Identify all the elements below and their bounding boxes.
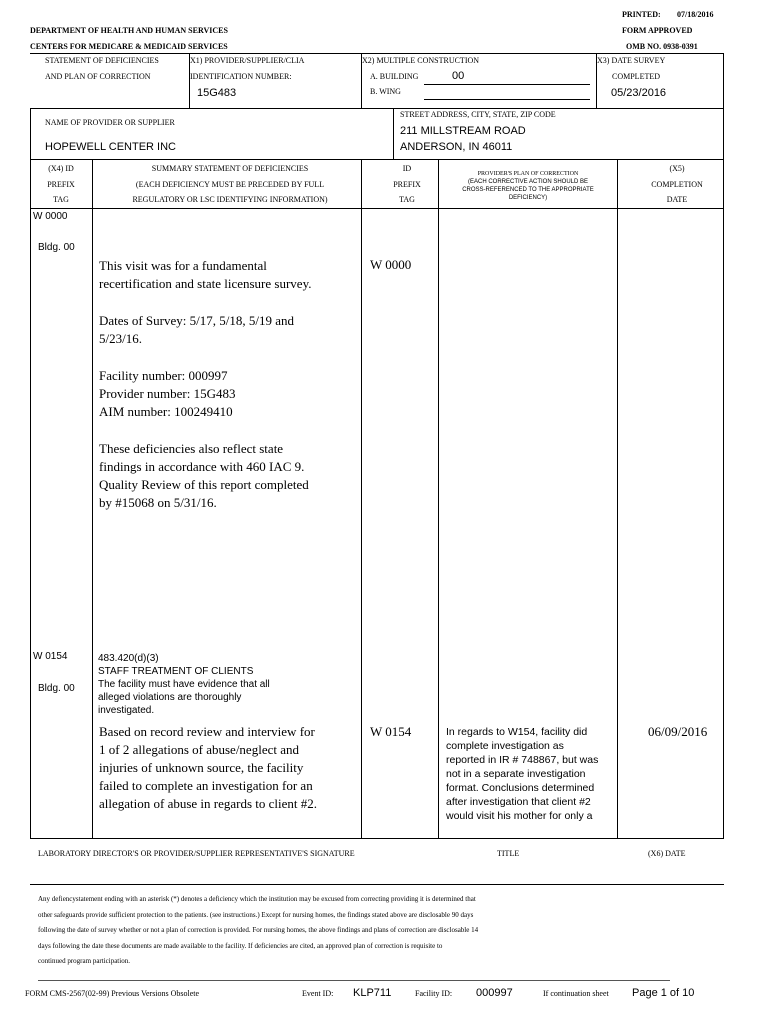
building-underline (424, 84, 590, 85)
provider-name-value: HOPEWELL CENTER INC (45, 141, 177, 153)
completion-date: 06/09/2016 (648, 724, 708, 739)
grid-line (723, 53, 724, 108)
page-number: Page 1 of 10 (632, 987, 695, 999)
disclaimer-line: continued program participation. (38, 957, 130, 965)
address-line-2: ANDERSON, IN 46011 (400, 141, 513, 153)
entry-bldg: Bldg. 00 (38, 683, 75, 694)
centers-title: CENTERS FOR MEDICARE & MEDICAID SERVICES (30, 42, 228, 51)
entry-text: This visit was for a fundamental recertification and state licensure survey. (99, 258, 312, 291)
id-tag: TAG (399, 195, 415, 204)
grid-line (30, 108, 724, 109)
entry-id-tag: W 0154 (370, 724, 412, 739)
completed-label: COMPLETED (612, 72, 660, 81)
signature-label: LABORATORY DIRECTOR'S OR PROVIDER/SUPPLIER REPRESENTATIVE'S SIGNATURE (38, 849, 355, 858)
grid-line (30, 838, 724, 839)
building-label: A. BUILDING (370, 72, 419, 81)
department-title: DEPARTMENT OF HEALTH AND HUMAN SERVICES (30, 26, 228, 35)
title-label: TITLE (497, 849, 520, 858)
entry-tag: W 0154 (33, 651, 68, 662)
x5-completion: COMPLETION (651, 180, 703, 189)
address-line-1: 211 MILLSTREAM ROAD (400, 125, 526, 137)
plan-label: AND PLAN OF CORRECTION (45, 72, 151, 81)
survey-date-value: 05/23/2016 (611, 87, 667, 99)
regulation-text: 483.420(d)(3) STAFF TREATMENT OF CLIENTS The facility must have evidence that all alleged violations are thoroughly investigated. (98, 653, 270, 716)
building-value: 00 (452, 70, 465, 82)
grid-line (30, 208, 724, 209)
summary-header: SUMMARY STATEMENT OF DEFICIENCIES (151, 164, 309, 173)
provider-name-label: NAME OF PROVIDER OR SUPPLIER (45, 118, 175, 127)
x4-prefix: PREFIX (47, 180, 75, 189)
summary-sub-1: (EACH DEFICIENCY MUST BE PRECEDED BY FULL (135, 180, 325, 189)
grid-line (30, 53, 724, 54)
disclaimer-line: days following the date these documents are made available to the facility. If deficiencies are cited, an approved plan of correction is requisite to (38, 942, 443, 950)
grid-line (438, 159, 439, 838)
x5-header: (X5) (669, 164, 685, 173)
grid-line (38, 980, 670, 981)
entry-tag: W 0000 (33, 211, 68, 222)
disclaimer-line: Any defiencystatement ending with an asterisk (*) denotes a deficiency which the institution may be excused from correcting providing it is determined that (38, 895, 476, 903)
disclaimer-line: other safeguards provide sufficient protection to the patients. (see instructions.) Except for nursing homes, the findings stated above are disclosable 90 days (38, 911, 474, 919)
disclaimer-line: following the date of survey whether or not a plan of correction is provided. For nursing homes, the above findings and plans of correction are disclosable 14 (38, 926, 479, 934)
form-number: FORM CMS-2567(02-99) Previous Versions Obsolete (25, 989, 200, 998)
continuation-label: If continuation sheet (543, 989, 609, 998)
wing-underline (424, 99, 590, 100)
provider-id-value: 15G483 (197, 87, 237, 99)
x4-tag: TAG (53, 195, 69, 204)
grid-line (30, 108, 31, 159)
grid-line (30, 159, 724, 160)
id-prefix: PREFIX (393, 180, 421, 189)
entry-text: Based on record review and interview for 1 of 2 allegations of abuse/neglect and injuries of unknown source, the facility failed to complete an investigation for an allegation of abuse in regards to client #2. (99, 724, 318, 811)
plan-header: PROVIDER'S PLAN OF CORRECTION (477, 171, 579, 177)
facility-id-value: 000997 (476, 987, 513, 999)
x1-label: X1) PROVIDER/SUPPLIER/CLIA (190, 56, 305, 65)
event-id-value: KLP711 (353, 987, 392, 999)
grid-line (617, 159, 618, 838)
grid-line (30, 159, 31, 838)
entry-bldg: Bldg. 00 (38, 242, 75, 253)
grid-line (723, 108, 724, 159)
wing-label: B. WING (370, 87, 401, 96)
grid-line (723, 159, 724, 838)
grid-line (361, 159, 362, 838)
entry-text: These deficiencies also reflect state findings in accordance with 460 IAC 9. Quality Review of this report completed by #15068 on 5/31/16. (99, 441, 309, 510)
plan-sub-3: DEFICIENCY) (508, 195, 548, 201)
plan-sub-2: CROSS-REFERENCED TO THE APPROPRIATE (462, 187, 594, 193)
x2-label: X2) MULTIPLE CONSTRUCTION (362, 56, 480, 65)
x6-date-label: (X6) DATE (648, 849, 686, 858)
event-id-label: Event ID: (302, 989, 334, 998)
plan-text: In regards to W154, facility did complete investigation as reported in IR # 748867, but was not in a separate investigation format. Conclusions determined after investigation that client #2 would visit his mother for only a (446, 726, 599, 822)
form-approved: FORM APPROVED (622, 26, 693, 35)
statement-label: STATEMENT OF DEFICIENCIES (45, 56, 159, 65)
printed-label: PRINTED: (622, 10, 661, 19)
grid-line (30, 884, 724, 885)
identification-label: IDENTIFICATION NUMBER: (190, 72, 292, 81)
x5-date: DATE (666, 195, 688, 204)
entry-id-tag: W 0000 (370, 257, 412, 272)
grid-line (92, 159, 93, 838)
entry-text: Facility number: 000997 Provider number: 15G483 AIM number: 100249410 (99, 368, 236, 419)
summary-sub-2: REGULATORY OR LSC IDENTIFYING INFORMATION) (132, 195, 328, 204)
omb-number: OMB NO. 0938-0391 (626, 42, 698, 51)
address-label: STREET ADDRESS, CITY, STATE, ZIP CODE (400, 110, 556, 119)
entry-text: Dates of Survey: 5/17, 5/18, 5/19 and 5/23/16. (99, 313, 294, 346)
facility-id-label: Facility ID: (415, 989, 453, 998)
x3-label: X3) DATE SURVEY (597, 56, 666, 65)
plan-sub-1: (EACH CORRECTIVE ACTION SHOULD BE (467, 179, 589, 185)
x4-header: (X4) ID (48, 164, 74, 173)
printed-date: 07/18/2016 (677, 10, 714, 19)
id-header: ID (402, 164, 412, 173)
grid-line (393, 108, 394, 159)
